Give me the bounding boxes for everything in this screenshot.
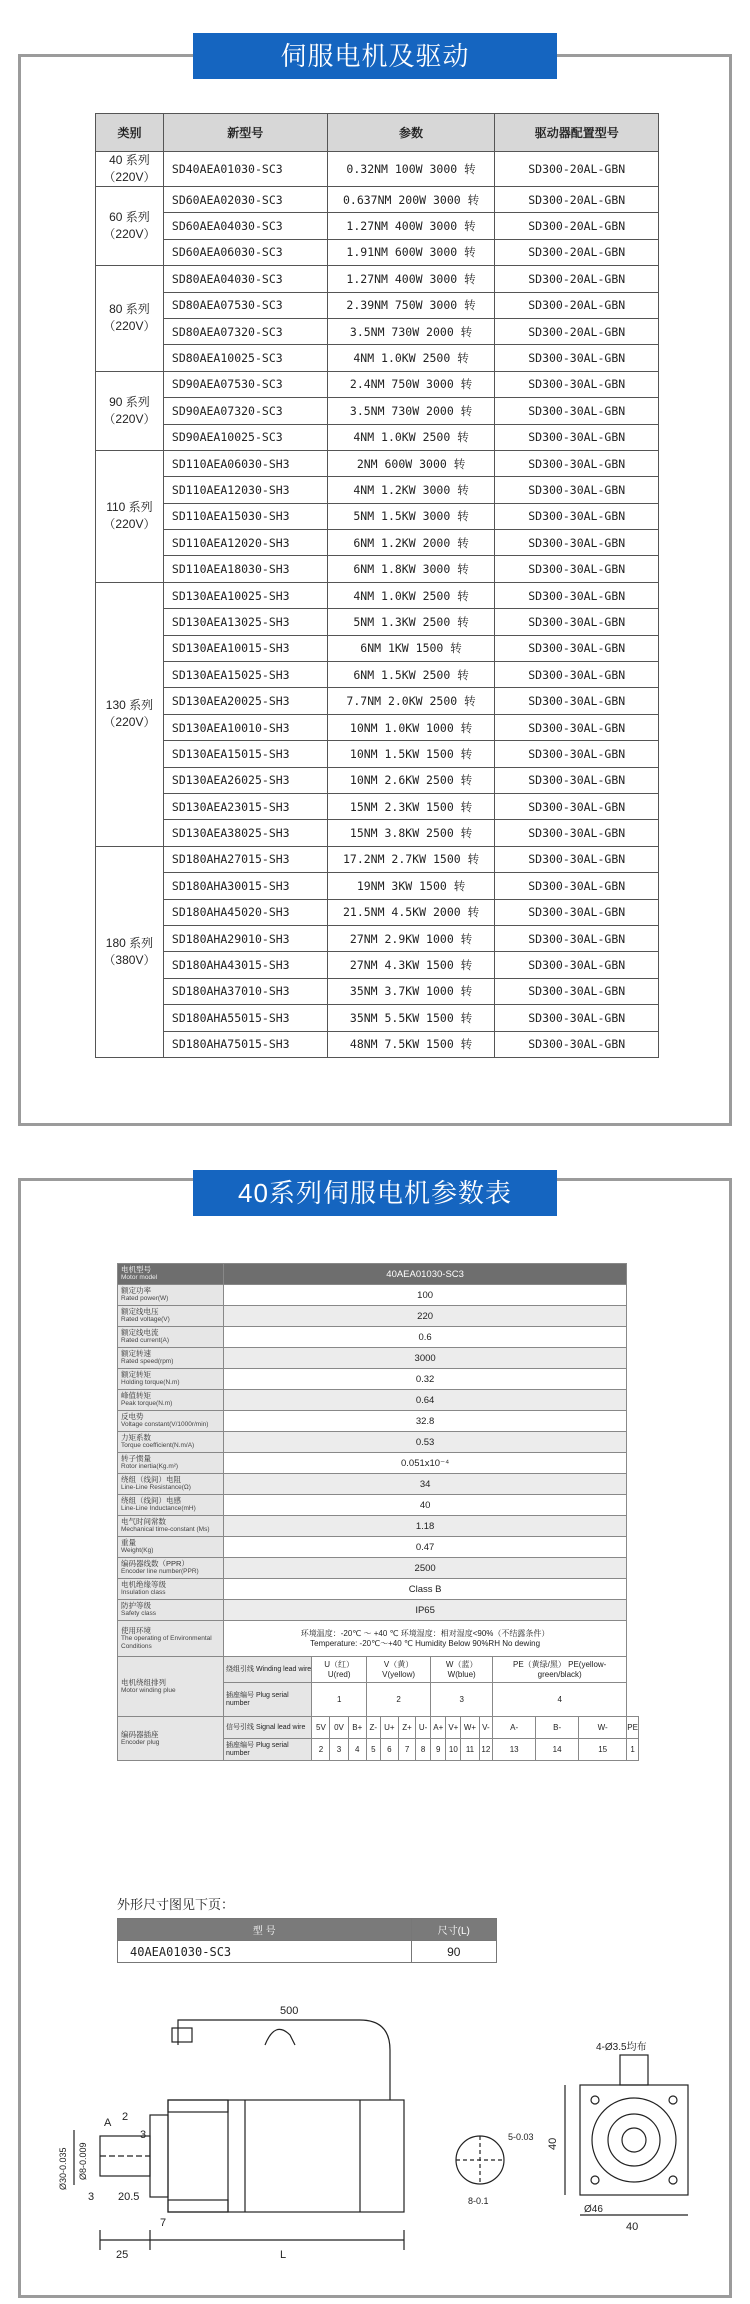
table-row: [96, 187, 659, 213]
param-cell: 15NM 3.8KW 2500 转: [327, 820, 495, 846]
param-row: [118, 1453, 639, 1474]
param-value: 0.32: [224, 1369, 627, 1390]
encoder-number: 10: [446, 1739, 461, 1761]
category-cell: 60 系列 （220V）: [96, 187, 164, 266]
table-row: [96, 1031, 659, 1057]
param-row: [118, 1516, 639, 1537]
winding-number: 2: [366, 1683, 430, 1717]
encoder-number: 8: [416, 1739, 431, 1761]
driver-cell: SD300-20AL-GBN: [495, 152, 659, 187]
model-cell: SD40AEA01030-SC3: [163, 152, 327, 187]
col-params: 参数: [327, 114, 495, 152]
param-value: 3000: [224, 1348, 627, 1369]
category-cell: 110 系列 （220V）: [96, 450, 164, 582]
encoder-signal: 5V: [312, 1717, 330, 1739]
encoder-signal: A-: [493, 1717, 536, 1739]
model-cell: SD80AEA04030-SC3: [163, 266, 327, 292]
encoder-number: 4: [348, 1739, 366, 1761]
label-key: 5-0.03: [508, 2132, 534, 2142]
winding-row: [118, 1657, 639, 1683]
param-value: Class B: [224, 1579, 627, 1600]
winding-number: 1: [312, 1683, 367, 1717]
table-row: [96, 239, 659, 265]
param-row: [118, 1285, 639, 1306]
encoder-signal-label: 信号引线 Signal lead wire: [224, 1717, 312, 1739]
driver-cell: SD300-30AL-GBN: [495, 609, 659, 635]
label-40-horizontal: 40: [626, 2221, 639, 2233]
param-value: 34: [224, 1474, 627, 1495]
winding-label: 电机绕组排列 Motor winding plue: [118, 1657, 224, 1717]
param-cell: 10NM 2.6KW 2500 转: [327, 767, 495, 793]
table-row: [96, 820, 659, 846]
driver-cell: SD300-30AL-GBN: [495, 741, 659, 767]
param-row: [118, 1411, 639, 1432]
driver-cell: SD300-30AL-GBN: [495, 899, 659, 925]
encoder-number: 6: [380, 1739, 398, 1761]
param-label: 绕组（线间）电阻 Line-Line Resistance(Ω): [118, 1474, 224, 1495]
model-cell: SD130AEA26025-SH3: [163, 767, 327, 793]
param-row: [118, 1390, 639, 1411]
motor-drive-table: [95, 113, 659, 1058]
flange-front-view: [580, 2085, 688, 2195]
section-title-40-series: 40系列伺服电机参数表: [193, 1170, 557, 1216]
model-cell: SD90AEA07530-SC3: [163, 371, 327, 397]
driver-cell: SD300-30AL-GBN: [495, 450, 659, 476]
driver-cell: SD300-30AL-GBN: [495, 846, 659, 872]
table-row: [96, 767, 659, 793]
driver-cell: SD300-30AL-GBN: [495, 793, 659, 819]
label-3b: 3: [88, 2191, 95, 2203]
driver-cell: SD300-30AL-GBN: [495, 820, 659, 846]
param-label: 重量 Weight(Kg): [118, 1537, 224, 1558]
param-label: 编码器线数（PPR） Encoder line number(PPR): [118, 1558, 224, 1579]
param-cell: 10NM 1.5KW 1500 转: [327, 741, 495, 767]
model-cell: SD180AHA29010-SH3: [163, 925, 327, 951]
table-row: [96, 371, 659, 397]
param-row: [118, 1474, 639, 1495]
env-label: 使用环境 The operating of Environmental Conditions: [118, 1621, 224, 1657]
label-3: 3: [140, 2129, 147, 2141]
param-cell: 0.637NM 200W 3000 转: [327, 187, 495, 213]
driver-cell: SD300-30AL-GBN: [495, 556, 659, 582]
label-40-vertical: 40: [547, 2137, 559, 2150]
model-cell: SD60AEA02030-SC3: [163, 187, 327, 213]
table-row: [96, 477, 659, 503]
dimension-table: [117, 1918, 497, 1963]
table-row: [96, 846, 659, 872]
driver-cell: SD300-20AL-GBN: [495, 266, 659, 292]
encoder-serial-label: 插座编号 Plug serial number: [224, 1739, 312, 1761]
model-cell: SD90AEA10025-SC3: [163, 424, 327, 450]
encoder-signal: B+: [348, 1717, 366, 1739]
driver-cell: SD300-30AL-GBN: [495, 424, 659, 450]
encoder-number: 9: [431, 1739, 446, 1761]
model-cell: SD110AEA12030-SH3: [163, 477, 327, 503]
param-cell: 4NM 1.0KW 2500 转: [327, 582, 495, 608]
param-row: [118, 1369, 639, 1390]
table-row: [96, 714, 659, 740]
table-row: [96, 925, 659, 951]
model-cell: SD180AHA75015-SH3: [163, 1031, 327, 1057]
driver-cell: SD300-30AL-GBN: [495, 1005, 659, 1031]
label-7: 7: [160, 2217, 167, 2229]
table-row: [96, 213, 659, 239]
param-row: [118, 1579, 639, 1600]
label-20-5: 20.5: [118, 2191, 140, 2203]
label-2: 2: [122, 2111, 129, 2123]
driver-cell: SD300-30AL-GBN: [495, 635, 659, 661]
winding-lead: PE（黄绿/黑） PE(yellow-green/black): [493, 1657, 627, 1683]
driver-cell: SD300-30AL-GBN: [495, 582, 659, 608]
encoder-number: 14: [536, 1739, 579, 1761]
label-bore: Ø8-0.009: [78, 2142, 88, 2180]
param-cell: 7.7NM 2.0KW 2500 转: [327, 688, 495, 714]
param-cell: 2.39NM 750W 3000 转: [327, 292, 495, 318]
param-cell: 1.27NM 400W 3000 转: [327, 266, 495, 292]
driver-cell: SD300-20AL-GBN: [495, 239, 659, 265]
dim-size: 90: [411, 1941, 496, 1963]
model-cell: SD90AEA07320-SC3: [163, 398, 327, 424]
driver-cell: SD300-30AL-GBN: [495, 714, 659, 740]
model-cell: SD110AEA15030-SH3: [163, 503, 327, 529]
param-cell: 3.5NM 730W 2000 转: [327, 398, 495, 424]
model-cell: SD180AHA43015-SH3: [163, 952, 327, 978]
model-cell: SD180AHA45020-SH3: [163, 899, 327, 925]
param-value: 0.051x10⁻⁴: [224, 1453, 627, 1474]
param-cell: 6NM 1.8KW 3000 转: [327, 556, 495, 582]
label-25: 25: [116, 2249, 129, 2261]
table-row: [96, 662, 659, 688]
table-row: [96, 318, 659, 344]
dim-header-model: 型 号: [118, 1919, 412, 1941]
encoder-row: [118, 1717, 639, 1739]
connector-icon: [172, 2028, 192, 2042]
param-cell: 21.5NM 4.5KW 2000 转: [327, 899, 495, 925]
param-cell: 1.91NM 600W 3000 转: [327, 239, 495, 265]
table-row: [96, 609, 659, 635]
param-cell: 4NM 1.0KW 2500 转: [327, 424, 495, 450]
param-cell: 2NM 600W 3000 转: [327, 450, 495, 476]
param-label: 电气时间常数 Mechanical time-constant (Ms): [118, 1516, 224, 1537]
param-cell: 17.2NM 2.7KW 1500 转: [327, 846, 495, 872]
category-cell: 180 系列（380V）: [96, 846, 164, 1057]
param-cell: 27NM 4.3KW 1500 转: [327, 952, 495, 978]
winding-lead-label: 绕组引线 Winding lead wire: [224, 1657, 312, 1683]
model-cell: SD130AEA15015-SH3: [163, 741, 327, 767]
col-driver: 驱动器配置型号: [495, 114, 659, 152]
encoder-signal: A+: [431, 1717, 446, 1739]
param-cell: 0.32NM 100W 3000 转: [327, 152, 495, 187]
motor-body: [168, 2100, 404, 2212]
table-row: [96, 556, 659, 582]
label-8: 8-0.1: [468, 2196, 489, 2206]
encoder-signal: Z+: [399, 1717, 416, 1739]
driver-cell: SD300-30AL-GBN: [495, 767, 659, 793]
param-value: 0.53: [224, 1432, 627, 1453]
encoder-signal: W-: [579, 1717, 627, 1739]
table-row: [96, 741, 659, 767]
table-row: [96, 635, 659, 661]
param-cell: 6NM 1KW 1500 转: [327, 635, 495, 661]
label-a: A: [104, 2117, 112, 2129]
encoder-signal: 0V: [330, 1717, 348, 1739]
param-cell: 19NM 3KW 1500 转: [327, 873, 495, 899]
table-row: [96, 873, 659, 899]
model-cell: SD130AEA15025-SH3: [163, 662, 327, 688]
param-value: 32.8: [224, 1411, 627, 1432]
param-value: IP65: [224, 1600, 627, 1621]
param-value: 1.18: [224, 1516, 627, 1537]
param-label: 额定线电压 Rated voltage(V): [118, 1306, 224, 1327]
encoder-number: 11: [461, 1739, 479, 1761]
param-cell: 35NM 5.5KW 1500 转: [327, 1005, 495, 1031]
driver-cell: SD300-30AL-GBN: [495, 662, 659, 688]
param-cell: 2.4NM 750W 3000 转: [327, 371, 495, 397]
cable-loop: [265, 2029, 295, 2045]
model-cell: SD180AHA27015-SH3: [163, 846, 327, 872]
encoder-signal: W+: [461, 1717, 479, 1739]
table-row: [96, 266, 659, 292]
model-cell: SD130AEA23015-SH3: [163, 793, 327, 819]
param-row: [118, 1600, 639, 1621]
driver-cell: SD300-30AL-GBN: [495, 503, 659, 529]
label-shaft-dia: Ø30-0.035: [58, 2147, 68, 2190]
driver-cell: SD300-30AL-GBN: [495, 688, 659, 714]
model-cell: SD80AEA10025-SC3: [163, 345, 327, 371]
table-row: [96, 503, 659, 529]
driver-cell: SD300-30AL-GBN: [495, 978, 659, 1004]
param-value: 0.47: [224, 1537, 627, 1558]
encoder-number: 7: [399, 1739, 416, 1761]
env-value: 环境温度：-20℃ ～ +40 ℃ 环境湿度：相对湿度<90%（不结露条件） Temperature: -20℃～+40 ℃ Humidity Below 90%RH No dewing: [224, 1621, 627, 1657]
winding-lead: W（蓝） W(blue): [431, 1657, 493, 1683]
model-cell: SD130AEA13025-SH3: [163, 609, 327, 635]
encoder-number: 1: [627, 1739, 639, 1761]
param-value: 220: [224, 1306, 627, 1327]
env-row: [118, 1621, 639, 1657]
encoder-signal: V-: [479, 1717, 493, 1739]
param-cell: 1.27NM 400W 3000 转: [327, 213, 495, 239]
table-row: [96, 793, 659, 819]
model-cell: SD80AEA07320-SC3: [163, 318, 327, 344]
driver-cell: SD300-30AL-GBN: [495, 477, 659, 503]
model-cell: SD130AEA10025-SH3: [163, 582, 327, 608]
encoder-signal: B-: [536, 1717, 579, 1739]
model-cell: SD130AEA38025-SH3: [163, 820, 327, 846]
driver-cell: SD300-20AL-GBN: [495, 213, 659, 239]
table-row: [96, 345, 659, 371]
param-row: [118, 1348, 639, 1369]
param-cell: 6NM 1.2KW 2000 转: [327, 530, 495, 556]
param-value: 100: [224, 1285, 627, 1306]
param-cell: 4NM 1.2KW 3000 转: [327, 477, 495, 503]
param-cell: 48NM 7.5KW 1500 转: [327, 1031, 495, 1057]
model-cell: SD60AEA04030-SC3: [163, 213, 327, 239]
model-label: 电机型号 Motor model: [118, 1264, 224, 1285]
encoder-label: 编码器插座 Encoder plug: [118, 1717, 224, 1761]
encoder-number: 13: [493, 1739, 536, 1761]
param-label: 额定线电流 Rated current(A): [118, 1327, 224, 1348]
param-cell: 5NM 1.3KW 2500 转: [327, 609, 495, 635]
param-cell: 3.5NM 730W 2000 转: [327, 318, 495, 344]
label-holes: 4-Ø3.5均布: [596, 2042, 647, 2053]
table-row: [96, 398, 659, 424]
model-cell: SD110AEA06030-SH3: [163, 450, 327, 476]
param-label: 额定转矩 Holding torque(N.m): [118, 1369, 224, 1390]
param-cell: 35NM 3.7KW 1000 转: [327, 978, 495, 1004]
driver-cell: SD300-20AL-GBN: [495, 292, 659, 318]
param-label: 转子惯量 Rotor inertia(Kg.m²): [118, 1453, 224, 1474]
driver-cell: SD300-30AL-GBN: [495, 873, 659, 899]
driver-cell: SD300-30AL-GBN: [495, 1031, 659, 1057]
dim-header-size: 尺寸(L): [411, 1919, 496, 1941]
driver-cell: SD300-30AL-GBN: [495, 952, 659, 978]
encoder-number: 2: [312, 1739, 330, 1761]
model-value: 40AEA01030-SC3: [224, 1264, 627, 1285]
table-row: [96, 899, 659, 925]
driver-cell: SD300-30AL-GBN: [495, 925, 659, 951]
table-row: [96, 152, 659, 187]
param-label: 额定功率 Rated power(W): [118, 1285, 224, 1306]
table-row: [96, 530, 659, 556]
param-label: 峰值转矩 Peak torque(N.m): [118, 1390, 224, 1411]
encoder-signal: PE: [627, 1717, 639, 1739]
dim-model: 40AEA01030-SC3: [118, 1941, 412, 1963]
winding-serial-label: 插座编号 Plug serial number: [224, 1683, 312, 1717]
param-label: 绕组（线间）电感 Line-Line Inductance(mH): [118, 1495, 224, 1516]
section-title-motor-drive: 伺服电机及驱动: [193, 33, 557, 79]
param-table: [117, 1263, 639, 1761]
label-phi46: Ø46: [584, 2204, 603, 2215]
col-category: 类别: [96, 114, 164, 152]
category-cell: 80 系列 （220V）: [96, 266, 164, 372]
encoder-number: 15: [579, 1739, 627, 1761]
param-label: 力矩系数 Torque coefficient(N.m/A): [118, 1432, 224, 1453]
param-row: [118, 1495, 639, 1516]
param-cell: 10NM 1.0KW 1000 转: [327, 714, 495, 740]
param-row: [118, 1432, 639, 1453]
winding-number: 4: [493, 1683, 627, 1717]
param-label: 额定转速 Rated speed(rpm): [118, 1348, 224, 1369]
driver-cell: SD300-30AL-GBN: [495, 371, 659, 397]
cable-line: [178, 2020, 390, 2100]
encoder-number: 3: [330, 1739, 348, 1761]
driver-cell: SD300-20AL-GBN: [495, 187, 659, 213]
param-cell: 27NM 2.9KW 1000 转: [327, 925, 495, 951]
param-value: 0.6: [224, 1327, 627, 1348]
table-row: [96, 952, 659, 978]
winding-lead: U（红） U(red): [312, 1657, 367, 1683]
category-cell: 90 系列 （220V）: [96, 371, 164, 450]
param-label: 反电势 Voltage constant(V/1000r/min): [118, 1411, 224, 1432]
param-cell: 6NM 1.5KW 2500 转: [327, 662, 495, 688]
table-row: [96, 424, 659, 450]
model-cell: SD110AEA18030-SH3: [163, 556, 327, 582]
encoder-signal: U-: [416, 1717, 431, 1739]
label-L: L: [280, 2249, 287, 2261]
model-cell: SD130AEA20025-SH3: [163, 688, 327, 714]
encoder-number: 5: [366, 1739, 380, 1761]
param-label: 电机绝缘等级 Insulation class: [118, 1579, 224, 1600]
winding-number: 3: [431, 1683, 493, 1717]
encoder-signal: Z-: [366, 1717, 380, 1739]
dimension-title: 外形尺寸图见下页：: [117, 1897, 235, 1912]
table-row: [96, 978, 659, 1004]
shaft: [100, 2136, 150, 2176]
category-cell: 40 系列（220V）: [96, 152, 164, 187]
encoder-signal: V+: [446, 1717, 461, 1739]
model-cell: SD180AHA55015-SH3: [163, 1005, 327, 1031]
table-row: [96, 450, 659, 476]
param-cell: 5NM 1.5KW 3000 转: [327, 503, 495, 529]
table-row: [96, 292, 659, 318]
driver-cell: SD300-20AL-GBN: [495, 318, 659, 344]
winding-lead: V（黄） V(yellow): [366, 1657, 430, 1683]
model-cell: SD180AHA30015-SH3: [163, 873, 327, 899]
model-cell: SD180AHA37010-SH3: [163, 978, 327, 1004]
model-cell: SD110AEA12020-SH3: [163, 530, 327, 556]
driver-cell: SD300-30AL-GBN: [495, 530, 659, 556]
param-row: [118, 1327, 639, 1348]
encoder-signal: U+: [380, 1717, 398, 1739]
encoder-number: 12: [479, 1739, 493, 1761]
label-cable-length: 500: [280, 2005, 299, 2017]
driver-cell: SD300-30AL-GBN: [495, 345, 659, 371]
param-row: [118, 1306, 639, 1327]
driver-cell: SD300-30AL-GBN: [495, 398, 659, 424]
table-row: [96, 688, 659, 714]
model-cell: SD80AEA07530-SC3: [163, 292, 327, 318]
model-cell: SD60AEA06030-SC3: [163, 239, 327, 265]
col-model: 新型号: [163, 114, 327, 152]
param-row: [118, 1558, 639, 1579]
table-row: [96, 582, 659, 608]
param-value: 0.64: [224, 1390, 627, 1411]
param-row: [118, 1537, 639, 1558]
model-cell: SD130AEA10015-SH3: [163, 635, 327, 661]
category-cell: 130 系列 （220V）: [96, 582, 164, 846]
table-row: [96, 1005, 659, 1031]
param-value: 2500: [224, 1558, 627, 1579]
model-cell: SD130AEA10010-SH3: [163, 714, 327, 740]
param-cell: 15NM 2.3KW 1500 转: [327, 793, 495, 819]
param-label: 防护等级 Safety class: [118, 1600, 224, 1621]
param-value: 40: [224, 1495, 627, 1516]
param-cell: 4NM 1.0KW 2500 转: [327, 345, 495, 371]
motor-outline-drawing: [60, 1990, 720, 2290]
